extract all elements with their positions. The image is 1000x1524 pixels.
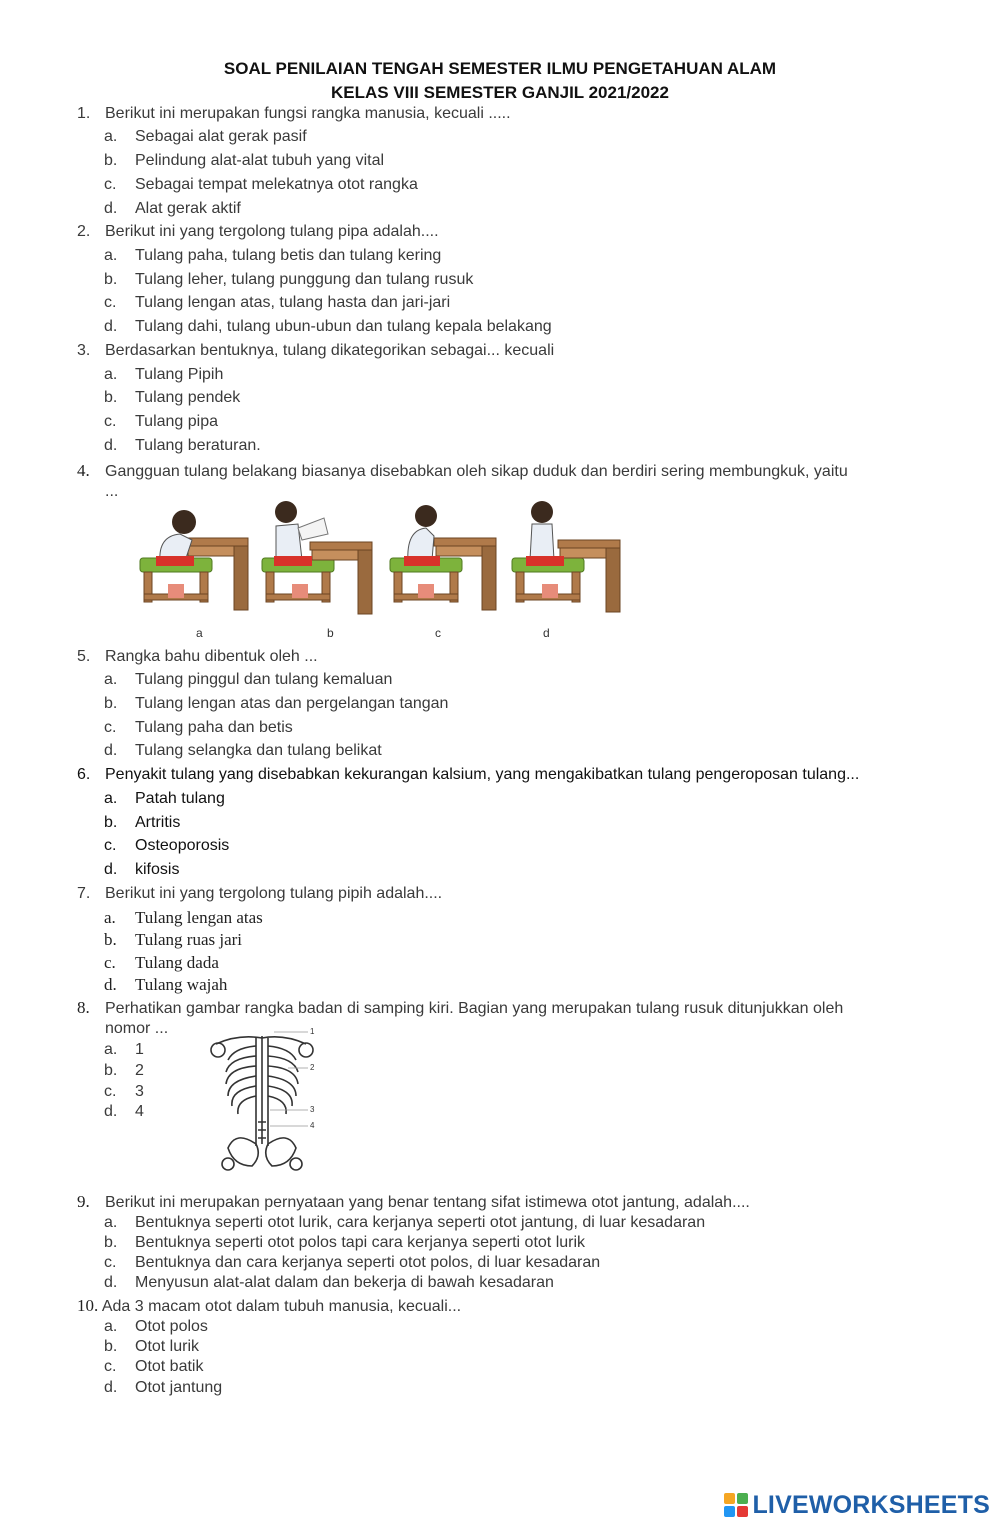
option-1d[interactable]: d. Alat gerak aktif	[104, 200, 241, 217]
question-3: 3. Berdasarkan bentuknya, tulang dikategorikan sebagai... kecuali	[77, 342, 555, 359]
option-7b[interactable]: b. Tulang ruas jari	[104, 930, 243, 949]
option-10a[interactable]: a. Otot polos	[104, 1318, 208, 1335]
posture-label-a: a	[196, 626, 203, 640]
option-3a[interactable]: a. Tulang Pipih	[104, 366, 224, 383]
option-6d[interactable]: d. kifosis	[104, 861, 180, 878]
skeleton-label-2: 2	[310, 1063, 315, 1072]
question-9: 9. Berikut ini merupakan pernyataan yang benar tentang sifat istimewa otot jantung, adalah....	[77, 1192, 750, 1211]
option-2a[interactable]: a. Tulang paha, tulang betis dan tulang kering	[104, 247, 442, 264]
option-6b[interactable]: b. Artritis	[104, 814, 181, 831]
option-2c[interactable]: c. Tulang lengan atas, tulang hasta dan jari-jari	[104, 294, 451, 311]
option-8c[interactable]: c. 3	[104, 1083, 144, 1100]
skeleton-label-4: 4	[310, 1121, 315, 1130]
posture-a-picture	[140, 510, 248, 610]
posture-b-picture	[262, 501, 372, 614]
option-9a[interactable]: a. Bentuknya seperti otot lurik, cara kerjanya seperti otot jantung, di luar kesadaran	[104, 1214, 706, 1231]
option-1a[interactable]: a. Sebagai alat gerak pasif	[104, 128, 307, 145]
question-4: 4. Gangguan tulang belakang biasanya disebabkan oleh sikap duduk dan berdiri sering membungkuk, yaitu	[77, 461, 848, 480]
skeleton-label-1: 1	[310, 1027, 315, 1036]
option-10d[interactable]: d. Otot jantung	[104, 1379, 223, 1396]
option-1b[interactable]: b. Pelindung alat-alat tubuh yang vital	[104, 152, 385, 169]
option-3d[interactable]: d. Tulang beraturan.	[104, 437, 261, 454]
posture-label-b: b	[327, 626, 334, 640]
option-3b[interactable]: b. Tulang pendek	[104, 389, 241, 406]
option-9b[interactable]: b. Bentuknya seperti otot polos tapi cara kerjanya seperti otot lurik	[104, 1234, 586, 1251]
option-5c[interactable]: c. Tulang paha dan betis	[104, 719, 293, 736]
option-5a[interactable]: a. Tulang pinggul dan tulang kemaluan	[104, 671, 393, 688]
question-8: 8. Perhatikan gambar rangka badan di samping kiri. Bagian yang merupakan tulang rusuk ditunjukkan oleh	[77, 998, 844, 1017]
option-10b[interactable]: b. Otot lurik	[104, 1338, 200, 1355]
option-1c[interactable]: c. Sebagai tempat melekatnya otot rangka	[104, 176, 418, 193]
option-7c[interactable]: c. Tulang dada	[104, 953, 219, 972]
posture-d-picture	[512, 501, 620, 612]
document-subtitle: KELAS VIII SEMESTER GANJIL 2021/2022	[331, 83, 669, 102]
question-8-continuation: nomor ...	[105, 1020, 169, 1037]
option-6c[interactable]: c. Osteoporosis	[104, 837, 230, 854]
liveworksheets-brand[interactable]	[724, 1488, 990, 1522]
question-4-continuation: ...	[105, 483, 119, 500]
option-7a[interactable]: a. Tulang lengan atas	[104, 908, 263, 927]
option-5b[interactable]: b. Tulang lengan atas dan pergelangan tangan	[104, 695, 449, 712]
skeleton-label-3: 3	[310, 1105, 315, 1114]
option-8d[interactable]: d. 4	[104, 1103, 144, 1120]
option-10c[interactable]: c. Otot batik	[104, 1358, 204, 1375]
skeleton-torso-figure	[208, 1026, 328, 1174]
brand-name: LIVEWORKSHEETS	[752, 1490, 990, 1519]
option-9c[interactable]: c. Bentuknya dan cara kerjanya seperti otot polos, di luar kesadaran	[104, 1254, 601, 1271]
option-8a[interactable]: a. 1	[104, 1041, 144, 1058]
question-10: 10. Ada 3 macam otot dalam tubuh manusia, kecuali...	[77, 1296, 462, 1315]
question-7: 7. Berikut ini yang tergolong tulang pipih adalah....	[77, 885, 443, 902]
liveworksheets-logo-icon	[724, 1493, 748, 1517]
question-5: 5. Rangka bahu dibentuk oleh ...	[77, 648, 318, 665]
posture-label-c: c	[435, 626, 441, 640]
document-title: SOAL PENILAIAN TENGAH SEMESTER ILMU PENGETAHUAN ALAM	[223, 59, 777, 78]
question-6: 6. Penyakit tulang yang disebabkan kekurangan kalsium, yang mengakibatkan tulang pengeroposan tulang...	[77, 766, 860, 783]
question-1: 1. Berikut ini merupakan fungsi rangka manusia, kecuali .....	[77, 105, 511, 122]
option-2b[interactable]: b. Tulang leher, tulang punggung dan tulang rusuk	[104, 271, 474, 288]
posture-c-picture	[390, 505, 496, 610]
option-7d[interactable]: d. Tulang wajah	[104, 975, 228, 994]
option-3c[interactable]: c. Tulang pipa	[104, 413, 219, 430]
option-6a[interactable]: a. Patah tulang	[104, 790, 225, 807]
option-8b[interactable]: b. 2	[104, 1062, 144, 1079]
posture-label-d: d	[543, 626, 550, 640]
sitting-posture-figure	[136, 500, 630, 626]
option-2d[interactable]: d. Tulang dahi, tulang ubun-ubun dan tulang kepala belakang	[104, 318, 552, 335]
question-2: 2. Berikut ini yang tergolong tulang pipa adalah....	[77, 223, 439, 240]
option-5d[interactable]: d. Tulang selangka dan tulang belikat	[104, 742, 382, 759]
option-9d[interactable]: d. Menyusun alat-alat dalam dan bekerja di bawah kesadaran	[104, 1274, 554, 1291]
